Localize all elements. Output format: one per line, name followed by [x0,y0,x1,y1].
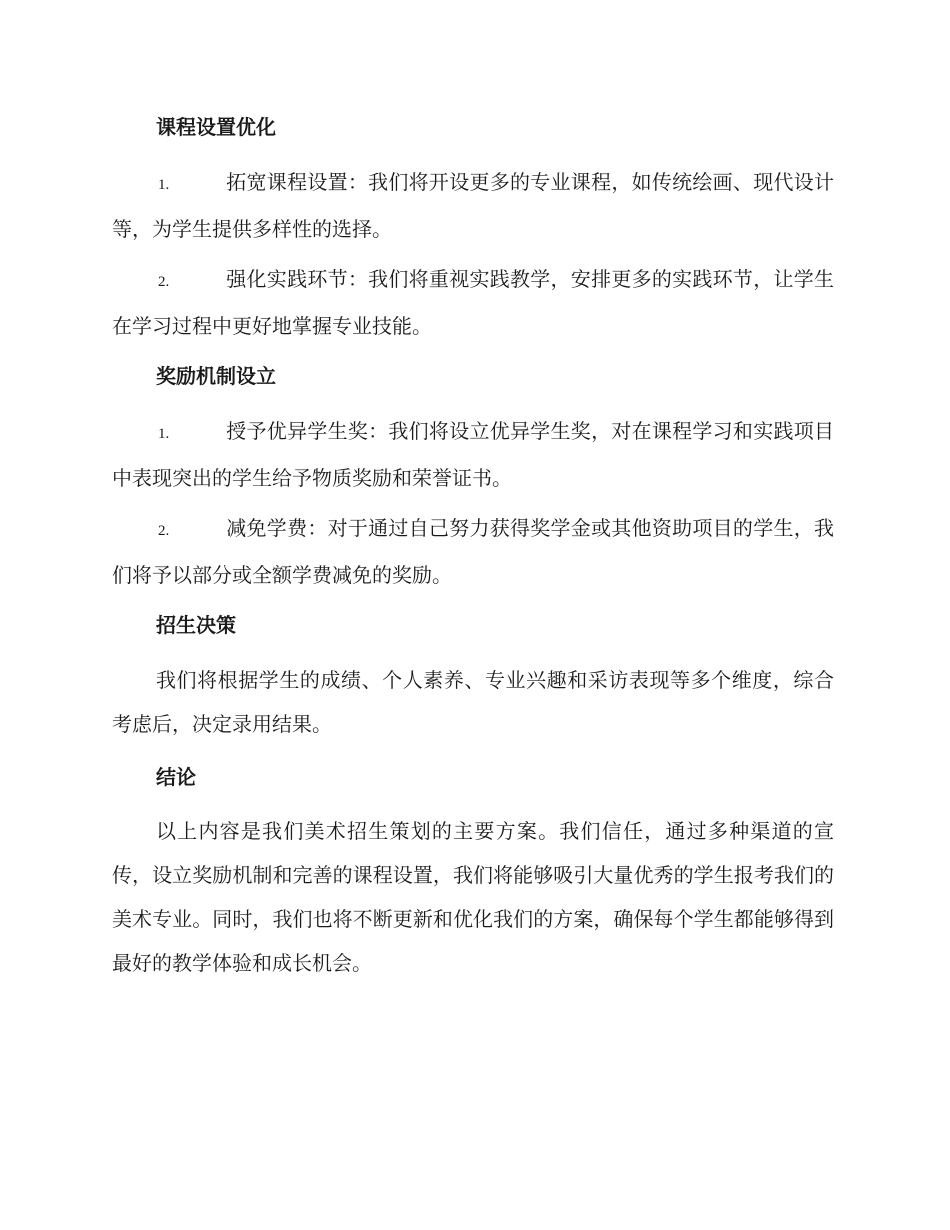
paragraph-conclusion: 以上内容是我们美术招生策划的主要方案。我们信任，通过多种渠道的宣传，设立奖励机制和完善的课程设置，我们将能够吸引大量优秀的学生报考我们的美术专业。同时，我们也将不断更新和优化我们的方案，确保每个学生都能够得到最好的教学体验和成长机会。 [112,819,834,975]
list-item [112,409,834,500]
list-item-text: 强化实践环节：我们将重视实践教学，安排更多的实践环节，让学生在学习过程中更好地掌握专业技能。 [112,267,834,338]
list-item-text: 拓宽课程设置：我们将开设更多的专业课程，如传统绘画、现代设计等，为学生提供多样性的选择。 [112,170,834,241]
list-number: 2. [158,274,170,290]
list-item-text: 授予优异学生奖：我们将设立优异学生奖，对在课程学习和实践项目中表现突出的学生给予物质奖励和荣誉证书。 [112,419,834,490]
section-heading-conclusion: 结论 [156,765,196,789]
list-number: 1. [158,426,170,442]
list-item [112,506,834,597]
section-heading-reward-mechanism: 奖励机制设立 [156,364,276,388]
list-item [112,257,834,348]
list-item-text: 减免学费：对于通过自己努力获得奖学金或其他资助项目的学生，我们将予以部分或全额学费减免的奖励。 [112,516,834,587]
section-heading-course-optimization: 课程设置优化 [156,115,276,139]
paragraph-admission-decision: 我们将根据学生的成绩、个人素养、专业兴趣和采访表现等多个维度，综合考虑后，决定录用结果。 [112,668,834,736]
list-item [112,160,834,251]
list-number: 2. [158,523,170,539]
list-number: 1. [158,177,170,193]
section-heading-admission-decision: 招生决策 [156,613,236,637]
